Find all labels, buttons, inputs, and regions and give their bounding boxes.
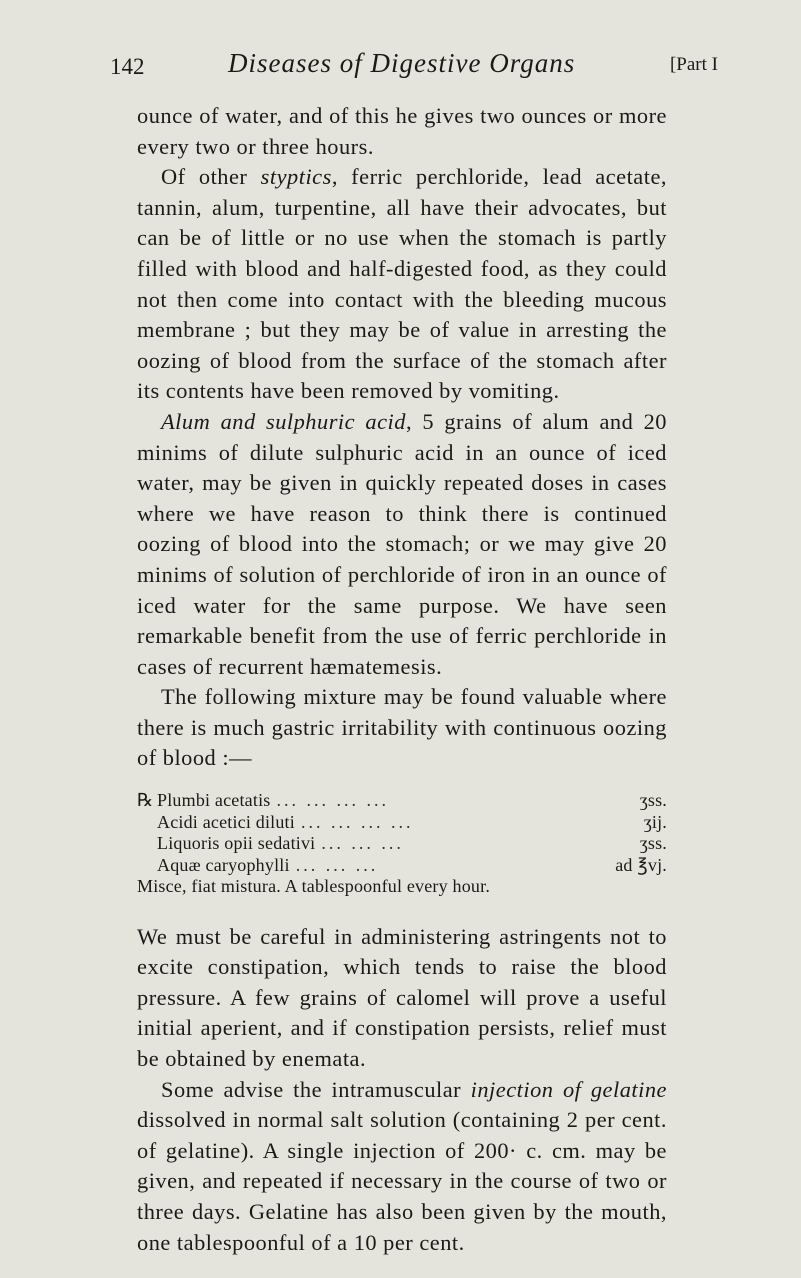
leader-dots: ... ... ...: [321, 833, 404, 854]
ingredient-name: Liquoris opii sedativi: [157, 833, 316, 854]
text-run: , 5 grains of alum and 20 minims of dilute sulphuric acid in an ounce of iced water, may be given in quickly repeated doses in cases where we have reason to think there is continued oozing of blood into the stomach; or we may give 20 minims of solution of perchloride of iron in an ounce of iced water for the same purpose. We have seen remarkable benefit from the use of ferric perchloride in cases of recurrent hæmatemesis.: [137, 408, 667, 679]
ingredient-name: Acidi acetici diluti: [157, 811, 295, 832]
ingredient-dose: ʒss.: [639, 790, 667, 811]
paragraphs-after: [137, 922, 667, 1259]
ingredient-dose: ad ℥vj.: [615, 854, 667, 875]
paragraph: ounce of water, and of this he gives two ounces or more every two or three hours.: [137, 103, 667, 159]
text-run: Some advise the intramuscular: [161, 1076, 471, 1102]
page-header: [110, 48, 718, 82]
prescription-item: [137, 833, 667, 855]
page-number: 142: [110, 54, 145, 79]
text-run: dissolved in normal salt solution (containing 2 per cent. of gelatine). A single injection of 200· c. cm. may be given, and repeated if necessary in the course of two or three days. Gelatine has also been given by the mouth, one tablespoonful of a 10 per cent.: [137, 1107, 667, 1255]
ingredient-dose: ʒij.: [643, 811, 667, 832]
prescription-item: [137, 855, 667, 877]
ingredient-name: Plumbi acetatis: [157, 790, 271, 811]
text-run: , ferric perchloride, lead acetate, tannin, alum, turpentine, all have their advocates, but can be of little or no use when the stomach is partly filled with blood and half-digested food, as they could not then come into contact with the bleeding mucous membrane ; but they may be of value in arresting the oozing of blood from the surface of the stomach after its contents have been removed by vomiting.: [137, 164, 667, 404]
part-label: [Part I: [669, 54, 718, 75]
paragraph: We must be careful in administering astringents not to excite constipation, which tends to raise the blood pressure. A few grains of calomel will prove a useful initial aperient, and if constipation persists, relief must be obtained by enemata.: [137, 923, 667, 1071]
paragraphs-before: [137, 101, 667, 774]
leader-dots: ... ... ... ...: [300, 811, 414, 832]
italic-term: injection of gelatine: [470, 1076, 667, 1102]
prescription: [137, 790, 667, 898]
paragraph: The following mixture may be found valuable where there is much gastric irritability with continuous oozing of blood :—: [137, 684, 667, 771]
leader-dots: ... ... ... ...: [276, 790, 389, 811]
prescription-direction: Misce, fiat mistura. A tablespoonful every hour.: [137, 876, 491, 897]
body-text: [137, 101, 667, 1258]
running-title: Diseases of Digestive Organs: [228, 48, 576, 78]
ingredient-dose: ʒss.: [639, 833, 667, 854]
paragraph: [137, 407, 667, 682]
italic-term: Alum and sulphuric acid: [161, 408, 406, 434]
leader-dots: ... ... ...: [295, 854, 379, 875]
paragraph: [137, 1075, 667, 1259]
recipe-symbol: ℞: [137, 790, 154, 811]
ingredient-name: Aquæ caryophylli: [157, 854, 290, 875]
text-run: Of other: [161, 164, 261, 190]
paragraph: [137, 162, 667, 407]
prescription-item: [137, 790, 667, 812]
prescription-item: [137, 812, 667, 834]
italic-term: styptics: [260, 164, 332, 190]
